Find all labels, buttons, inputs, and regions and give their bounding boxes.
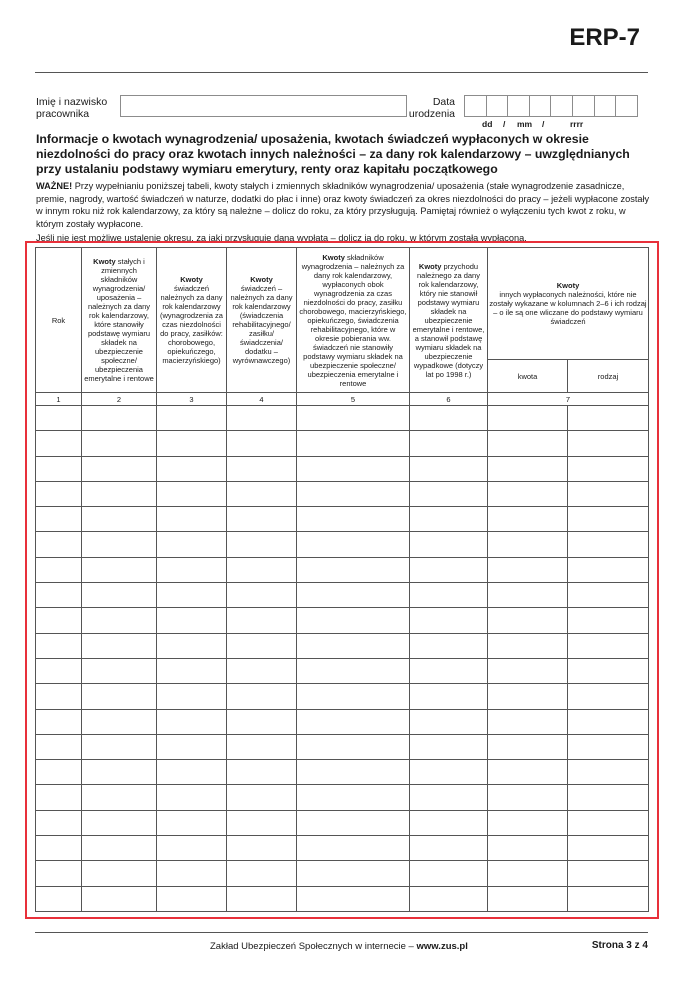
table-cell[interactable] bbox=[157, 684, 227, 709]
table-cell[interactable] bbox=[157, 431, 227, 456]
table-cell[interactable] bbox=[488, 886, 568, 911]
column-number: 5 bbox=[297, 393, 410, 406]
table-cell[interactable] bbox=[410, 583, 488, 608]
table-cell[interactable] bbox=[297, 734, 410, 759]
table-cell[interactable] bbox=[410, 836, 488, 861]
table-cell[interactable] bbox=[157, 456, 227, 481]
header-col7-type: rodzaj bbox=[568, 360, 649, 393]
table-cell[interactable] bbox=[568, 532, 649, 557]
table-cell[interactable] bbox=[297, 658, 410, 683]
table-cell[interactable] bbox=[82, 760, 157, 785]
table-cell[interactable] bbox=[36, 861, 82, 886]
table-cell[interactable] bbox=[82, 684, 157, 709]
table-cell[interactable] bbox=[568, 481, 649, 506]
table-row bbox=[36, 886, 649, 911]
page-number: Strona 3 z 4 bbox=[591, 940, 648, 951]
table-cell[interactable] bbox=[36, 557, 82, 582]
table-cell[interactable] bbox=[410, 658, 488, 683]
table-cell[interactable] bbox=[227, 532, 297, 557]
table-row bbox=[36, 785, 649, 810]
table-cell[interactable] bbox=[157, 785, 227, 810]
note-line2: Jeśli nie jest możliwe ustalenie okresu, za jaki przysługuje dana wypłata – dolicz ją do roku, w którym została wypłacona. bbox=[36, 233, 527, 243]
note-lead: WAŻNE! bbox=[36, 181, 73, 191]
table-cell[interactable] bbox=[488, 608, 568, 633]
table-cell[interactable] bbox=[227, 684, 297, 709]
table-cell[interactable] bbox=[157, 608, 227, 633]
table-row bbox=[36, 734, 649, 759]
table-body bbox=[36, 406, 649, 912]
table-cell[interactable] bbox=[36, 583, 82, 608]
table-cell[interactable] bbox=[410, 633, 488, 658]
table-cell[interactable] bbox=[410, 507, 488, 532]
table-cell[interactable] bbox=[227, 810, 297, 835]
table-cell[interactable] bbox=[36, 886, 82, 911]
column-number: 7 bbox=[488, 393, 649, 406]
table-cell[interactable] bbox=[227, 406, 297, 431]
dob-digit-box[interactable] bbox=[487, 96, 509, 116]
table-cell[interactable] bbox=[568, 633, 649, 658]
table-cell[interactable] bbox=[157, 583, 227, 608]
table-cell[interactable] bbox=[36, 785, 82, 810]
table-row bbox=[36, 861, 649, 886]
table-cell[interactable] bbox=[568, 557, 649, 582]
table-cell[interactable] bbox=[410, 684, 488, 709]
table-cell[interactable] bbox=[488, 836, 568, 861]
table-cell[interactable] bbox=[227, 886, 297, 911]
table-cell[interactable] bbox=[410, 734, 488, 759]
table-cell[interactable] bbox=[568, 456, 649, 481]
table-cell[interactable] bbox=[36, 836, 82, 861]
table-row bbox=[36, 836, 649, 861]
table-cell[interactable] bbox=[410, 431, 488, 456]
table-cell[interactable] bbox=[227, 507, 297, 532]
important-note bbox=[36, 180, 650, 230]
table-cell[interactable] bbox=[157, 481, 227, 506]
table-cell[interactable] bbox=[297, 633, 410, 658]
table-cell[interactable] bbox=[297, 557, 410, 582]
table-cell[interactable] bbox=[488, 557, 568, 582]
table-cell[interactable] bbox=[410, 406, 488, 431]
table-cell[interactable] bbox=[227, 760, 297, 785]
table-cell[interactable] bbox=[227, 481, 297, 506]
table-cell[interactable] bbox=[568, 836, 649, 861]
header-col6: Kwoty przychodu należnego za dany rok kalendarzowy, który nie stanowił podstawy wymiaru składek na ubezpieczenie emerytalne i rentowe, a stanowił podstawę wymiaru składek na ubezpieczenie wypadkowe (dotyczy lat po 1998 r.) bbox=[410, 248, 488, 393]
name-label: Imię i nazwisko pracownika bbox=[36, 96, 108, 120]
table-cell[interactable] bbox=[568, 431, 649, 456]
table-cell[interactable] bbox=[568, 785, 649, 810]
table-cell[interactable] bbox=[36, 658, 82, 683]
table-cell[interactable] bbox=[227, 633, 297, 658]
table-cell[interactable] bbox=[297, 431, 410, 456]
table-cell[interactable] bbox=[36, 481, 82, 506]
table-cell[interactable] bbox=[157, 532, 227, 557]
table-cell[interactable] bbox=[82, 633, 157, 658]
table-cell[interactable] bbox=[410, 532, 488, 557]
column-number: 3 bbox=[157, 393, 227, 406]
table-cell[interactable] bbox=[410, 456, 488, 481]
table-cell[interactable] bbox=[410, 886, 488, 911]
table-cell[interactable] bbox=[227, 456, 297, 481]
table-cell[interactable] bbox=[157, 709, 227, 734]
header-col7: Kwoty innych wypłaconych należności, które nie zostały wykazane w kolumnach 2–6 i ich rodzaj – o ile są one wliczane do podstawy wymiaru świadczeń bbox=[488, 248, 649, 360]
table-cell[interactable] bbox=[297, 886, 410, 911]
dob-digit-box[interactable] bbox=[465, 96, 487, 116]
table-cell[interactable] bbox=[297, 608, 410, 633]
table-cell[interactable] bbox=[36, 431, 82, 456]
form-code: ERP-7 bbox=[569, 24, 640, 51]
note-text: Przy wypełnianiu poniższej tabeli, kwoty stałych i zmiennych składników wynagrodzenia/ uposażenia (stałe wynagrodzenie zasadnicze, premie, nagrody, wartość świadczeń w naturze, dodatki do płac i inne) oraz kwoty świadczeń za okres niezdolności do pracy – jeżeli wypłacone zostały w innym roku niż rok kalendarzowy, za który są należne – dolicz do roku, za który przysługują. Pamiętaj również o wyłączeniu tych kwot z roku, w którym zostały wypłacone. bbox=[36, 181, 650, 229]
section-heading: Informacje o kwotach wynagrodzenia/ uposażenia, kwotach świadczeń wypłaconych w okresie niezdolności do pracy oraz kwotach innych należności – za dany rok kalendarzowy – uwzględnianych przy ustalaniu podstawy wymiaru emerytury, renty oraz kapitału początkowego bbox=[36, 132, 630, 176]
table-cell[interactable] bbox=[488, 861, 568, 886]
table-row bbox=[36, 456, 649, 481]
table-cell[interactable] bbox=[568, 684, 649, 709]
table-cell[interactable] bbox=[82, 557, 157, 582]
table-cell[interactable] bbox=[82, 785, 157, 810]
table-cell[interactable] bbox=[568, 583, 649, 608]
table-cell[interactable] bbox=[410, 760, 488, 785]
table-row bbox=[36, 684, 649, 709]
table-cell[interactable] bbox=[227, 734, 297, 759]
table-cell[interactable] bbox=[568, 886, 649, 911]
dob-dd-caption: dd bbox=[482, 119, 493, 129]
table-cell[interactable] bbox=[82, 532, 157, 557]
dob-digit-box[interactable] bbox=[573, 96, 595, 116]
table-cell[interactable] bbox=[297, 709, 410, 734]
table-row bbox=[36, 709, 649, 734]
table-cell[interactable] bbox=[488, 507, 568, 532]
table-cell[interactable] bbox=[488, 658, 568, 683]
table-cell[interactable] bbox=[297, 684, 410, 709]
table-cell[interactable] bbox=[82, 431, 157, 456]
table-cell[interactable] bbox=[488, 431, 568, 456]
table-cell[interactable] bbox=[82, 583, 157, 608]
table-cell[interactable] bbox=[488, 583, 568, 608]
table-cell[interactable] bbox=[410, 785, 488, 810]
table-cell[interactable] bbox=[297, 760, 410, 785]
name-input-box[interactable] bbox=[120, 95, 407, 117]
dob-label: Data urodzenia bbox=[408, 96, 455, 120]
table-row bbox=[36, 633, 649, 658]
table-cell[interactable] bbox=[410, 810, 488, 835]
table-cell[interactable] bbox=[410, 557, 488, 582]
table-cell[interactable] bbox=[488, 481, 568, 506]
dob-digit-box[interactable] bbox=[508, 96, 530, 116]
dob-digit-box[interactable] bbox=[595, 96, 617, 116]
table-cell[interactable] bbox=[568, 734, 649, 759]
table-cell[interactable] bbox=[82, 810, 157, 835]
table-row bbox=[36, 406, 649, 431]
header-col2: Kwoty stałych i zmiennych składników wynagrodzenia/ uposażenia – należnych za dany rok kalendarzowy, które stanowiły podstawę wymiaru składek na ubezpieczenie społeczne/ ubezpieczenia emerytalne i rentowe bbox=[82, 248, 157, 393]
footer-url[interactable]: www.zus.pl bbox=[416, 941, 468, 952]
column-number: 4 bbox=[227, 393, 297, 406]
header-year: Rok bbox=[36, 248, 82, 393]
table-row bbox=[36, 583, 649, 608]
table-cell[interactable] bbox=[36, 406, 82, 431]
table-cell[interactable] bbox=[488, 734, 568, 759]
dob-mm-caption: mm bbox=[517, 119, 533, 129]
table-cell[interactable] bbox=[568, 810, 649, 835]
table-cell[interactable] bbox=[568, 406, 649, 431]
table-cell[interactable] bbox=[157, 886, 227, 911]
table-cell[interactable] bbox=[568, 608, 649, 633]
table-cell[interactable] bbox=[82, 406, 157, 431]
table-cell[interactable] bbox=[297, 532, 410, 557]
bottom-divider bbox=[35, 932, 648, 933]
table-cell[interactable] bbox=[157, 406, 227, 431]
table-cell[interactable] bbox=[227, 861, 297, 886]
table-cell[interactable] bbox=[410, 861, 488, 886]
table-row bbox=[36, 532, 649, 557]
table-cell[interactable] bbox=[157, 507, 227, 532]
dob-yyyy-caption: rrrr bbox=[570, 119, 584, 129]
table-cell[interactable] bbox=[82, 734, 157, 759]
table-row bbox=[36, 557, 649, 582]
table-cell[interactable] bbox=[157, 658, 227, 683]
table-row bbox=[36, 760, 649, 785]
table-cell[interactable] bbox=[82, 658, 157, 683]
table-cell[interactable] bbox=[488, 633, 568, 658]
table-cell[interactable] bbox=[297, 507, 410, 532]
table-cell[interactable] bbox=[157, 760, 227, 785]
table-cell[interactable] bbox=[488, 456, 568, 481]
table-cell[interactable] bbox=[410, 608, 488, 633]
table-cell[interactable] bbox=[36, 709, 82, 734]
top-divider bbox=[35, 72, 648, 73]
table-cell[interactable] bbox=[82, 481, 157, 506]
table-cell[interactable] bbox=[157, 734, 227, 759]
table-cell[interactable] bbox=[297, 583, 410, 608]
table-row bbox=[36, 431, 649, 456]
table-row bbox=[36, 481, 649, 506]
table-cell[interactable] bbox=[36, 810, 82, 835]
table-cell[interactable] bbox=[36, 507, 82, 532]
table-row bbox=[36, 658, 649, 683]
table-cell[interactable] bbox=[36, 734, 82, 759]
footer-text: Zakład Ubezpieczeń Społecznych w internecie – bbox=[210, 941, 417, 952]
table-cell[interactable] bbox=[568, 760, 649, 785]
table-cell[interactable] bbox=[36, 608, 82, 633]
header-col4: Kwoty świadczeń – należnych za dany rok kalendarzowy (świadczenia rehabilitacyjnego/ zasiłku/ świadczenia/ dodatku – wyrównawczego) bbox=[227, 248, 297, 393]
dob-digit-box[interactable] bbox=[616, 96, 638, 116]
table-row bbox=[36, 810, 649, 835]
table-cell[interactable] bbox=[488, 709, 568, 734]
table-cell[interactable] bbox=[297, 406, 410, 431]
table-cell[interactable] bbox=[297, 481, 410, 506]
table-cell[interactable] bbox=[568, 861, 649, 886]
table-cell[interactable] bbox=[227, 709, 297, 734]
dob-separator: / bbox=[542, 119, 545, 129]
table-cell[interactable] bbox=[82, 608, 157, 633]
table-cell[interactable] bbox=[227, 785, 297, 810]
header-col5: Kwoty składników wynagrodzenia – należnych za dany rok kalendarzowy, wypłaconych obok wynagrodzenia za czas niezdolności do pracy, zasiłku chorobowego, macierzyńskiego, opiekuńczego, świadczenia rehabilitacyjnego, które w okresie pobierania ww. świadczeń nie stanowiły podstawy wymiaru składek na ubezpieczenie społeczne/ ubezpieczenia emerytalne i rentowe bbox=[297, 248, 410, 393]
table-cell[interactable] bbox=[568, 507, 649, 532]
table-cell[interactable] bbox=[36, 684, 82, 709]
table-cell[interactable] bbox=[36, 456, 82, 481]
table-cell[interactable] bbox=[227, 608, 297, 633]
table-cell[interactable] bbox=[227, 431, 297, 456]
table-cell[interactable] bbox=[297, 456, 410, 481]
dob-separator: / bbox=[503, 119, 506, 129]
table-cell[interactable] bbox=[410, 481, 488, 506]
header-col3: Kwoty świadczeń należnych za dany rok kalendarzowy (wynagrodzenia za czas niezdolności do pracy, zasiłków: chorobowego, opiekuńczego, macierzyńskiego) bbox=[157, 248, 227, 393]
table-cell[interactable] bbox=[82, 507, 157, 532]
table-cell[interactable] bbox=[410, 709, 488, 734]
table-cell[interactable] bbox=[157, 810, 227, 835]
table-cell[interactable] bbox=[488, 785, 568, 810]
table-cell[interactable] bbox=[297, 785, 410, 810]
table-cell[interactable] bbox=[157, 633, 227, 658]
table-cell[interactable] bbox=[157, 836, 227, 861]
table-cell[interactable] bbox=[227, 557, 297, 582]
table-cell[interactable] bbox=[157, 557, 227, 582]
header-col7-amount: kwota bbox=[488, 360, 568, 393]
table-cell[interactable] bbox=[568, 658, 649, 683]
dob-input-boxes[interactable] bbox=[464, 95, 638, 117]
table-cell[interactable] bbox=[82, 709, 157, 734]
column-number: 6 bbox=[410, 393, 488, 406]
footer bbox=[210, 941, 468, 952]
table-cell[interactable] bbox=[488, 684, 568, 709]
table-cell[interactable] bbox=[297, 810, 410, 835]
dob-digit-box[interactable] bbox=[530, 96, 552, 116]
income-table bbox=[35, 247, 649, 912]
table-row bbox=[36, 608, 649, 633]
table-cell[interactable] bbox=[227, 583, 297, 608]
column-number: 1 bbox=[36, 393, 82, 406]
table-cell[interactable] bbox=[36, 760, 82, 785]
table-cell[interactable] bbox=[488, 406, 568, 431]
table-cell[interactable] bbox=[82, 456, 157, 481]
table-cell[interactable] bbox=[157, 861, 227, 886]
table-cell[interactable] bbox=[488, 760, 568, 785]
table-cell[interactable] bbox=[227, 658, 297, 683]
table-cell[interactable] bbox=[36, 532, 82, 557]
table-cell[interactable] bbox=[488, 810, 568, 835]
column-number: 2 bbox=[82, 393, 157, 406]
table-cell[interactable] bbox=[568, 709, 649, 734]
table-row bbox=[36, 507, 649, 532]
dob-digit-box[interactable] bbox=[551, 96, 573, 116]
table-cell[interactable] bbox=[297, 861, 410, 886]
table-cell[interactable] bbox=[82, 861, 157, 886]
table-cell[interactable] bbox=[297, 836, 410, 861]
table-cell[interactable] bbox=[36, 633, 82, 658]
table-cell[interactable] bbox=[82, 836, 157, 861]
table-cell[interactable] bbox=[82, 886, 157, 911]
table-cell[interactable] bbox=[227, 836, 297, 861]
table-cell[interactable] bbox=[488, 532, 568, 557]
